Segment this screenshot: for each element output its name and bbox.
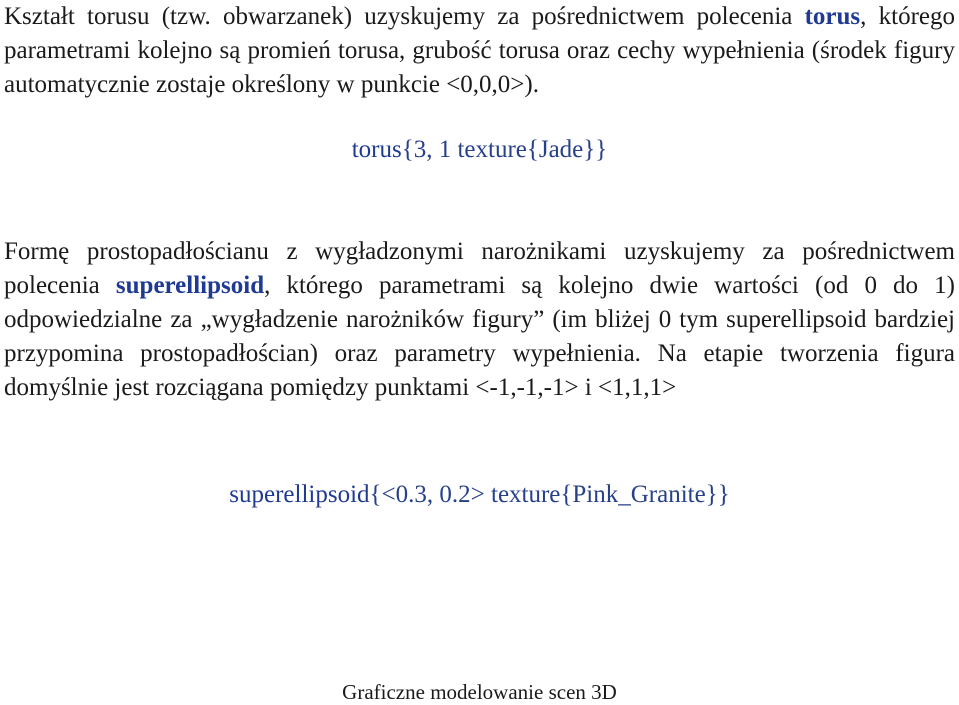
- intro-paragraph-superellipsoid: [4, 235, 955, 405]
- keyword-superellipsoid: superellipsoid: [115, 272, 265, 299]
- code-arguments: {3, 1 texture{Jade}}: [401, 136, 608, 163]
- paragraph-text: Formę prostopadłościanu z wygładzonymi narożnikami uzyskujemy za pośrednictwem polecenia: [4, 238, 955, 299]
- code-keyword: torus: [351, 136, 402, 163]
- keyword-torus: torus: [804, 3, 861, 30]
- code-example-torus: [0, 133, 959, 167]
- paragraph-text: , którego parametrami kolejno są promień torusa, grubość torusa oraz cechy wypełnienia (środek figury automatycznie zostaje określony w punkcie <0,0,0>).: [4, 3, 955, 98]
- paragraph-text: , którego parametrami są kolejno dwie wartości (od 0 do 1) odpowiedzialne za „wygładzenie narożników figury” (im bliżej 0 tym superellipsoid bardziej przypomina prostopadłościan) oraz parametry wypełnienia. Na etapie tworzenia figura domyślnie jest rozciągana pomiędzy punktami <-1,-1,-1> i <1,1,1>: [4, 272, 956, 401]
- code-keyword: superellipsoid: [229, 481, 370, 508]
- paragraph-text: Kształt torusu (tzw. obwarzanek) uzyskujemy za pośrednictwem polecenia: [4, 3, 805, 30]
- code-arguments: {<0.3, 0.2> texture{Pink_Granite}}: [369, 481, 730, 508]
- intro-paragraph-torus: [4, 0, 955, 102]
- code-example-superellipsoid: [0, 478, 959, 512]
- page-footer: Graficzne modelowanie scen 3D: [342, 680, 617, 704]
